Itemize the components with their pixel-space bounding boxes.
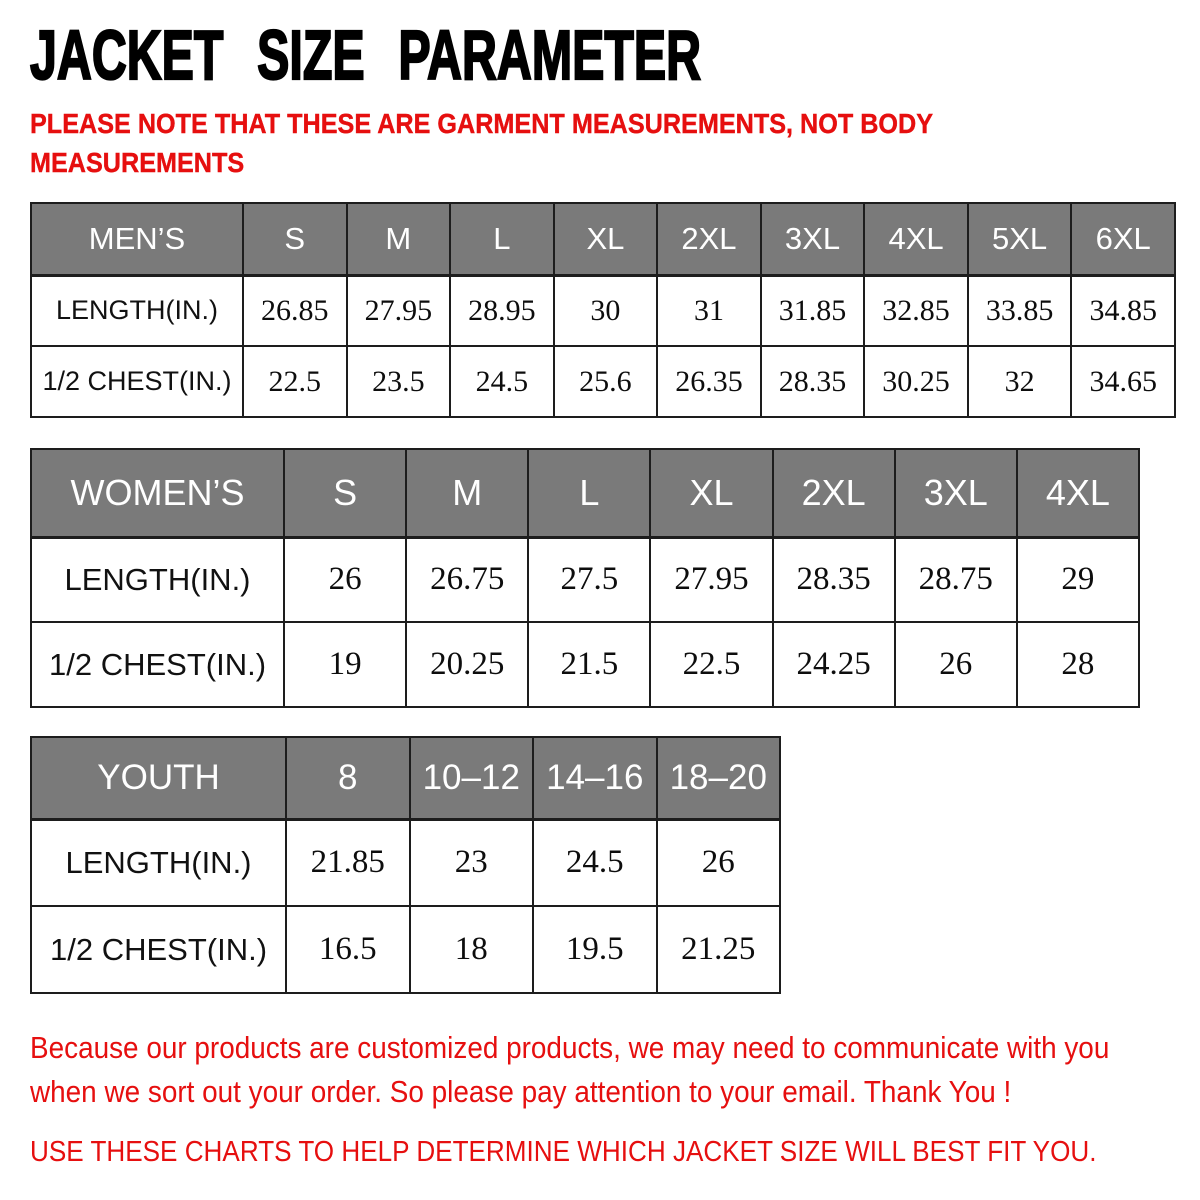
mens-size-header-2xl: 2XL — [657, 203, 761, 275]
youth-group-header: YOUTH — [31, 737, 286, 819]
youth-row-label-1-2-chest-in: 1/2 CHEST(IN.) — [31, 906, 286, 993]
mens-1-2-chest-in-value-6xl: 34.65 — [1071, 346, 1175, 417]
youth-1-2-chest-in-value-18-20: 21.25 — [657, 906, 781, 993]
mens-1-2-chest-in-value-4xl: 30.25 — [864, 346, 968, 417]
youth-size-header-10-12: 10–12 — [410, 737, 534, 819]
chart-usage-note — [30, 1134, 1200, 1172]
womens-length-in-value-2xl: 28.35 — [773, 537, 895, 622]
garment-measurement-note — [30, 105, 1200, 182]
mens-group-header: MEN’S — [31, 203, 243, 275]
womens-size-header-s: S — [284, 449, 406, 537]
womens-size-header-m: M — [406, 449, 528, 537]
womens-row-label-1-2-chest-in: 1/2 CHEST(IN.) — [31, 622, 284, 707]
mens-size-header-l: L — [450, 203, 554, 275]
mens-length-in-value-s: 26.85 — [243, 275, 347, 346]
womens-1-2-chest-in-value-3xl: 26 — [895, 622, 1017, 707]
womens-1-2-chest-in-value-4xl: 28 — [1017, 622, 1139, 707]
youth-size-header-8: 8 — [286, 737, 410, 819]
mens-length-in-value-l: 28.95 — [450, 275, 554, 346]
youth-size-header-14-16: 14–16 — [533, 737, 657, 819]
mens-size-header-m: M — [347, 203, 451, 275]
mens-1-2-chest-in-value-3xl: 28.35 — [761, 346, 865, 417]
mens-size-header-3xl: 3XL — [761, 203, 865, 275]
custom-order-note — [30, 1026, 1200, 1114]
youth-size-header-18-20: 18–20 — [657, 737, 781, 819]
mens-length-in-value-2xl: 31 — [657, 275, 761, 346]
mens-row-label-1-2-chest-in: 1/2 CHEST(IN.) — [31, 346, 243, 417]
mens-size-header-5xl: 5XL — [968, 203, 1072, 275]
mens-1-2-chest-in-value-5xl: 32 — [968, 346, 1072, 417]
womens-1-2-chest-in-value-m: 20.25 — [406, 622, 528, 707]
womens-group-header: WOMEN’S — [31, 449, 284, 537]
custom-order-note-line1: Because our products are customized products, we may need to communicate with you — [30, 1030, 1110, 1066]
mens-1-2-chest-in-value-xl: 25.6 — [554, 346, 658, 417]
youth-1-2-chest-in-value-10-12: 18 — [410, 906, 534, 993]
mens-row-label-length-in: LENGTH(IN.) — [31, 275, 243, 346]
womens-1-2-chest-in-value-l: 21.5 — [528, 622, 650, 707]
youth-length-in-value-10-12: 23 — [410, 819, 534, 906]
garment-measurement-note-line1: PLEASE NOTE THAT THESE ARE GARMENT MEASUREMENTS, NOT BODY — [30, 107, 934, 139]
womens-length-in-value-m: 26.75 — [406, 537, 528, 622]
youth-length-in-value-18-20: 26 — [657, 819, 781, 906]
womens-size-header-3xl: 3XL — [895, 449, 1017, 537]
youth-length-in-value-8: 21.85 — [286, 819, 410, 906]
custom-order-note-line2: when we sort out your order. So please pay attention to your email. Thank You ! — [30, 1074, 1012, 1110]
chart-usage-note-line: USE THESE CHARTS TO HELP DETERMINE WHICH JACKET SIZE WILL BEST FIT YOU. — [30, 1136, 1097, 1169]
mens-length-in-value-3xl: 31.85 — [761, 275, 865, 346]
youth-row-label-length-in: LENGTH(IN.) — [31, 819, 286, 906]
womens-length-in-value-s: 26 — [284, 537, 406, 622]
youth-1-2-chest-in-value-8: 16.5 — [286, 906, 410, 993]
mens-1-2-chest-in-value-l: 24.5 — [450, 346, 554, 417]
womens-size-header-xl: XL — [650, 449, 772, 537]
womens-size-header-4xl: 4XL — [1017, 449, 1139, 537]
page-title: JACKET SIZE PARAMETER — [30, 17, 702, 95]
mens-length-in-value-5xl: 33.85 — [968, 275, 1072, 346]
mens-1-2-chest-in-value-s: 22.5 — [243, 346, 347, 417]
mens-size-table — [30, 202, 1176, 418]
mens-length-in-value-6xl: 34.85 — [1071, 275, 1175, 346]
womens-size-header-l: L — [528, 449, 650, 537]
mens-size-header-s: S — [243, 203, 347, 275]
womens-length-in-value-3xl: 28.75 — [895, 537, 1017, 622]
mens-1-2-chest-in-value-2xl: 26.35 — [657, 346, 761, 417]
womens-length-in-value-xl: 27.95 — [650, 537, 772, 622]
mens-length-in-value-4xl: 32.85 — [864, 275, 968, 346]
mens-size-header-6xl: 6XL — [1071, 203, 1175, 275]
mens-length-in-value-xl: 30 — [554, 275, 658, 346]
garment-measurement-note-line2: MEASUREMENTS — [30, 146, 245, 178]
mens-size-header-4xl: 4XL — [864, 203, 968, 275]
womens-row-label-length-in: LENGTH(IN.) — [31, 537, 284, 622]
womens-1-2-chest-in-value-s: 19 — [284, 622, 406, 707]
youth-size-table — [30, 736, 781, 994]
womens-1-2-chest-in-value-2xl: 24.25 — [773, 622, 895, 707]
mens-1-2-chest-in-value-m: 23.5 — [347, 346, 451, 417]
mens-length-in-value-m: 27.95 — [347, 275, 451, 346]
youth-1-2-chest-in-value-14-16: 19.5 — [533, 906, 657, 993]
mens-size-header-xl: XL — [554, 203, 658, 275]
womens-size-header-2xl: 2XL — [773, 449, 895, 537]
womens-length-in-value-l: 27.5 — [528, 537, 650, 622]
womens-length-in-value-4xl: 29 — [1017, 537, 1139, 622]
womens-size-table — [30, 448, 1140, 708]
womens-1-2-chest-in-value-xl: 22.5 — [650, 622, 772, 707]
youth-length-in-value-14-16: 24.5 — [533, 819, 657, 906]
